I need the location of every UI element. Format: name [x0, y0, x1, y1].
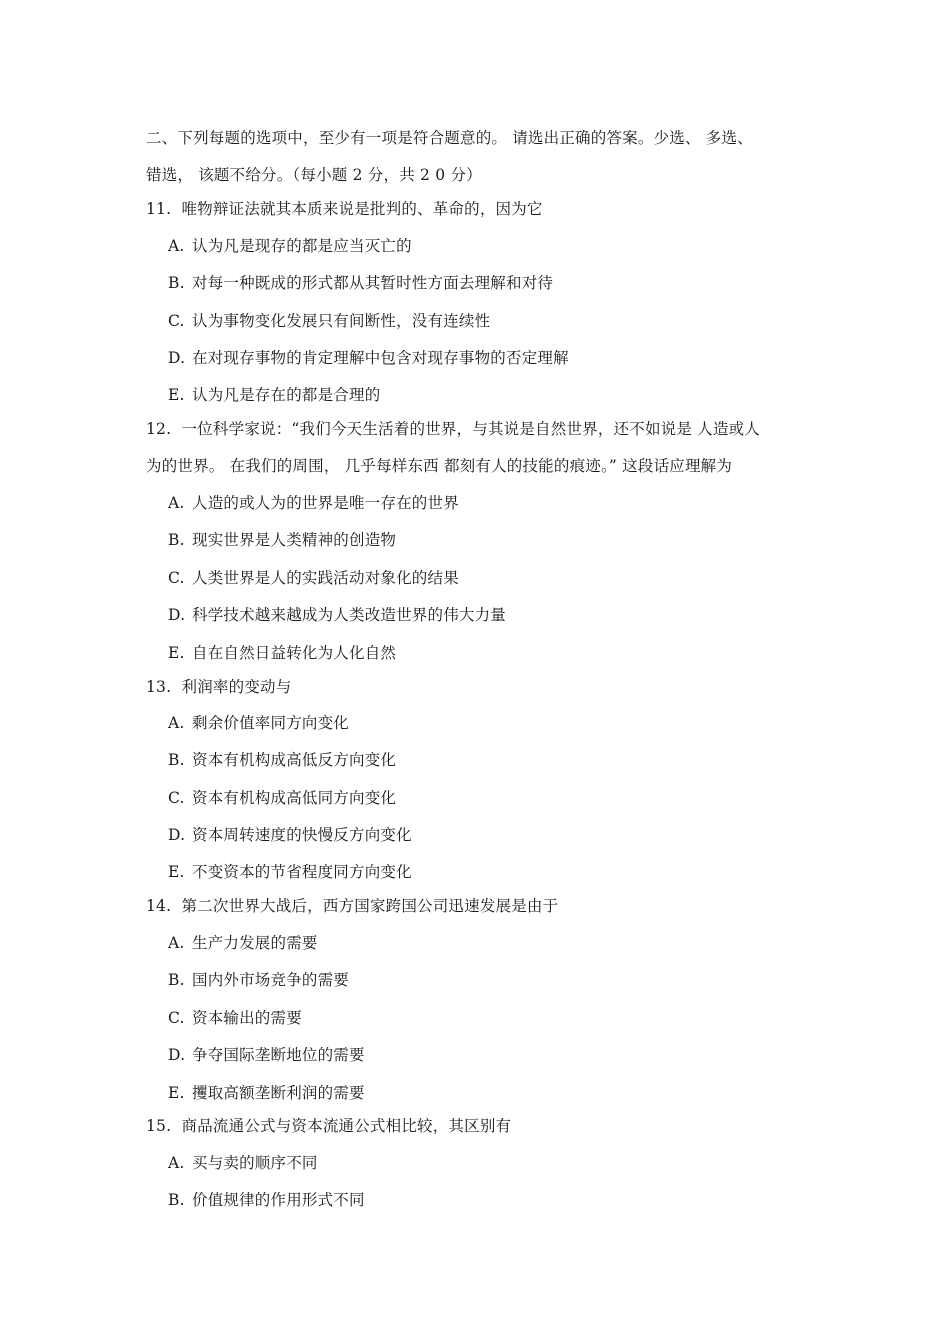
option-letter: A.: [168, 1154, 185, 1172]
option-letter: B.: [168, 751, 185, 769]
question-12-option-c: [168, 568, 459, 588]
option-text: 资本周转速度的快慢反方向变化: [192, 826, 412, 844]
question-13-option-e: [168, 862, 412, 882]
question-14-option-a: [168, 933, 318, 953]
question-13-option-b: [168, 750, 396, 770]
option-text: 认为事物变化发展只有间断性，没有连续性: [192, 312, 491, 330]
question-15-option-b: [168, 1190, 365, 1210]
question-number: 11.: [146, 200, 172, 218]
option-letter: C.: [168, 569, 185, 587]
option-letter: A.: [168, 934, 185, 952]
question-11-option-c: [168, 311, 490, 331]
question-14-option-b: [168, 970, 349, 990]
option-letter: D.: [168, 349, 186, 367]
question-number: 13.: [146, 678, 172, 696]
option-text: 不变资本的节省程度同方向变化: [192, 863, 412, 881]
option-text: 资本有机构成高低同方向变化: [192, 789, 397, 807]
option-text: 在对现存事物的肯定理解中包含对现存事物的否定理解: [192, 349, 569, 367]
option-letter: B.: [168, 971, 185, 989]
option-text: 人造的或人为的世界是唯一存在的世界: [192, 494, 459, 512]
question-14-option-e: [168, 1083, 365, 1103]
option-letter: E.: [168, 863, 185, 881]
question-stem-text: 唯物辩证法就其本质来说是批判的、革命的，因为它: [181, 200, 543, 218]
question-12-stem-continued: 为的世界。 在我们的周围， 几乎每样东西 都刻有人的技能的痕迹。” 这段话应理解为: [146, 457, 733, 475]
option-text: 争夺国际垄断地位的需要: [192, 1046, 365, 1064]
question-14-option-d: [168, 1045, 365, 1065]
option-letter: E.: [168, 644, 185, 662]
option-letter: C.: [168, 789, 185, 807]
option-text: 资本输出的需要: [192, 1009, 302, 1027]
option-letter: A.: [168, 494, 185, 512]
option-text: 国内外市场竞争的需要: [192, 971, 350, 989]
option-text: 攫取高额垄断利润的需要: [192, 1084, 365, 1102]
question-13-stem: [146, 677, 291, 697]
section-intro-line-2: 错选， 该题不给分。（每小题 2 分，共 2 0 分）: [146, 166, 482, 184]
question-stem-text: 一位科学家说：“我们今天生活着的世界，与其说是自然世界，还不如说是 人造或人: [181, 420, 760, 438]
option-text: 认为凡是现存的都是应当灭亡的: [192, 237, 412, 255]
question-11-stem: [146, 199, 543, 219]
question-15-stem: [146, 1116, 511, 1136]
question-number: 15.: [146, 1117, 172, 1135]
option-letter: C.: [168, 1009, 185, 1027]
option-text: 自在自然日益转化为人化自然: [192, 644, 397, 662]
option-text: 资本有机构成高低反方向变化: [192, 751, 397, 769]
question-12-option-e: [168, 643, 396, 663]
question-11-option-a: [168, 236, 412, 256]
question-number: 12.: [146, 420, 172, 438]
question-15-option-a: [168, 1153, 318, 1173]
option-letter: D.: [168, 1046, 186, 1064]
option-text: 对每一种既成的形式都从其暂时性方面去理解和对待: [192, 274, 554, 292]
question-12-option-d: [168, 605, 506, 625]
option-letter: C.: [168, 312, 185, 330]
option-text: 科学技术越来越成为人类改造世界的伟大力量: [192, 606, 507, 624]
question-13-option-a: [168, 713, 349, 733]
option-text: 价值规律的作用形式不同: [192, 1191, 365, 1209]
question-stem-text: 第二次世界大战后，西方国家跨国公司迅速发展是由于: [181, 897, 559, 915]
question-number: 14.: [146, 897, 172, 915]
question-11-option-d: [168, 348, 569, 368]
question-12-stem: [146, 419, 760, 439]
option-letter: E.: [168, 386, 185, 404]
option-letter: B.: [168, 531, 185, 549]
question-11-option-b: [168, 273, 553, 293]
option-letter: D.: [168, 606, 186, 624]
question-14-stem: [146, 896, 558, 916]
section-intro-line-1: 二、下列每题的选项中，至少有一项是符合题意的。 请选出正确的答案。少选、 多选、: [146, 129, 753, 147]
option-letter: D.: [168, 826, 186, 844]
option-text: 人类世界是人的实践活动对象化的结果: [192, 569, 459, 587]
option-letter: B.: [168, 274, 185, 292]
option-text: 生产力发展的需要: [192, 934, 318, 952]
question-13-option-d: [168, 825, 412, 845]
question-12-option-a: [168, 493, 459, 513]
option-text: 剩余价值率同方向变化: [192, 714, 350, 732]
option-letter: B.: [168, 1191, 185, 1209]
question-12-option-b: [168, 530, 396, 550]
option-letter: E.: [168, 1084, 185, 1102]
option-text: 现实世界是人类精神的创造物: [192, 531, 397, 549]
question-14-option-c: [168, 1008, 302, 1028]
question-stem-text: 商品流通公式与资本流通公式相比较，其区别有: [181, 1117, 512, 1135]
option-letter: A.: [168, 714, 185, 732]
question-11-option-e: [168, 385, 380, 405]
question-13-option-c: [168, 788, 396, 808]
option-text: 认为凡是存在的都是合理的: [192, 386, 381, 404]
option-letter: A.: [168, 237, 185, 255]
option-text: 买与卖的顺序不同: [192, 1154, 318, 1172]
question-stem-text: 利润率的变动与: [181, 678, 292, 696]
